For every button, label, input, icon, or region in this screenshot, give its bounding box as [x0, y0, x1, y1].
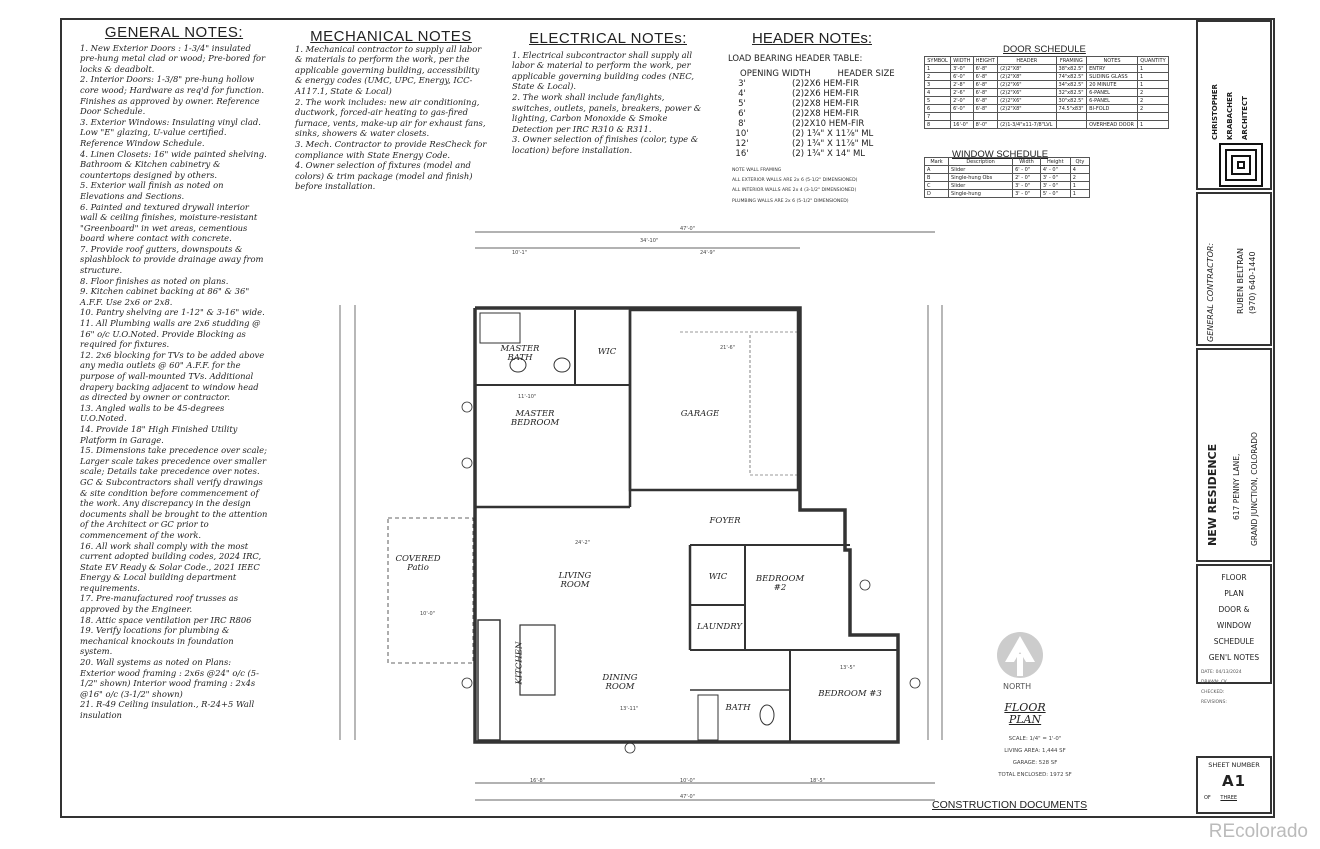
general-note: 7. Provide roof gutters, downspouts & splashblock to provide drainage away from structure. — [80, 243, 264, 276]
door-row — [925, 89, 1169, 97]
project-city: GRAND JUNCTION, COLORADO — [1250, 432, 1259, 546]
schedule-cell: Slider — [949, 166, 1013, 174]
schedule-cell: 6'-0" — [951, 105, 974, 113]
schedule-cell: 6-PANEL — [1087, 89, 1138, 97]
wall-note: NOTE WALL FRAMING — [732, 168, 782, 173]
schedule-header-cell: WIDTH — [951, 57, 974, 65]
schedule-cell: 6'-8" — [973, 105, 998, 113]
header-row — [712, 129, 912, 139]
wall-framing-notes — [732, 168, 912, 204]
schedule-cell: SLIDING GLASS — [1087, 73, 1138, 81]
window-row — [925, 182, 1090, 190]
schedule-cell: 6'-8" — [973, 81, 998, 89]
architect-name — [1204, 84, 1256, 140]
header-row — [712, 89, 912, 99]
project-name: NEW RESIDENCE — [1206, 443, 1219, 546]
mechanical-note: 1. Mechanical contractor to supply all labor & materials to perform the work, per the applicable governing building, accessibility & energy codes (UMC, UPC, Energy, ICC-A117.1, State & Local) — [295, 43, 482, 96]
wall-note: ALL INTERIOR WALLS ARE 2x 4 (3-1/2" DIMENSIONED) — [732, 188, 857, 194]
schedule-cell: 7 — [925, 113, 951, 121]
schedule-cell: 6'-8" — [973, 89, 998, 97]
door-row — [925, 105, 1169, 113]
architect-line: ARCHITECT — [1241, 96, 1249, 140]
dim-overall-top: 47'-0" — [680, 226, 696, 232]
header-size: (2) 1¾" X 11⅞" ML — [792, 139, 874, 149]
general-note: 11. All Plumbing walls are 2x6 studding @ 16" o/c U.O.Noted. Provide Blocking as required for fixtures. — [80, 318, 261, 350]
schedule-header-cell: Width — [1013, 158, 1041, 166]
general-note: 12. 2x6 blocking for TVs to be added above any media outlets @ 60" A.F.F. for the purpose of wall-mounted TVs. Additional drapery backing adjacent to window head as directed by owner or contractor. — [80, 349, 265, 403]
sheet-meta-line: DRAWN: CK — [1201, 680, 1228, 686]
sheet-meta-line: CHECKED: — [1201, 690, 1225, 696]
sheet-desc-box — [1196, 564, 1272, 706]
general-note: 3. Exterior Windows: Insulating vinyl clad. Low "E" glazing, U-value certified. Reference Window Schedule. — [80, 116, 261, 148]
header-row — [712, 79, 912, 89]
header-opening: 8' — [738, 119, 746, 129]
window-row — [925, 166, 1090, 174]
general-note: 2. Interior Doors: 1-3/8" pre-hung hollow core wood; Hardware as req'd for function. Finishes as approved by owner. Reference Door Schedule. — [80, 74, 265, 117]
schedule-cell: 3'-0" — [951, 65, 974, 73]
dim-bottom-c: 18'-5" — [810, 778, 826, 784]
room-bath: BATH — [725, 703, 751, 713]
general-note: 21. R-49 Ceiling insulation., R-24+5 Wall insulation — [80, 699, 255, 720]
schedule-cell: (2)2"X6" — [998, 89, 1056, 97]
sheet-number: A1 — [1221, 772, 1247, 790]
plan-stat: LIVING AREA: 1,444 SF — [1004, 748, 1066, 755]
mechanical-note: 4. Owner selection of fixtures (model and colors) & trim package (model and finish) before installation. — [295, 160, 473, 192]
header-notes-title: HEADER NOTEs: — [751, 30, 872, 47]
general-note: 20. Wall systems as noted on Plans: Exterior wood framing : 2x6s @24" o/c (5-1/2" shown) Interior wood framing : 2x4s @16" o/c (3-1/2" shown) — [80, 657, 259, 699]
sheet-of: OF — [1204, 795, 1211, 801]
room-dining-room: DINING ROOM — [602, 673, 638, 692]
dim-top-left: 34'-10" — [640, 238, 659, 244]
header-opening: 10' — [735, 129, 749, 139]
floor-plan — [330, 220, 950, 810]
schedule-cell: 6 — [925, 105, 951, 113]
header-opening: 16' — [735, 149, 749, 159]
schedule-header-cell: FRAMING — [1056, 57, 1087, 65]
header-opening: 4' — [738, 89, 746, 99]
schedule-cell: A — [925, 166, 949, 174]
schedule-cell: 4' - 0" — [1040, 166, 1070, 174]
door-row — [925, 81, 1169, 89]
general-notes-list — [80, 43, 268, 721]
schedule-cell: 2'-8" — [951, 81, 974, 89]
schedule-header-cell: NOTES — [1087, 57, 1138, 65]
dim-top-a: 10'-1" — [512, 250, 528, 256]
schedule-cell: 2 — [1070, 174, 1089, 182]
schedule-cell: 1 — [1137, 81, 1168, 89]
mechanical-note: 2. The work includes: new air conditioning, ductwork, forced-air heating to gas-fired furnace, vents, make-up air for exhaust fans, sinks, showers & water closets. — [295, 96, 486, 139]
schedule-cell: C — [925, 182, 949, 190]
schedule-header-row — [925, 158, 1090, 166]
wall-note: PLUMBING WALLS ARE 2x 6 (5-1/2" DIMENSIONED) — [732, 198, 849, 204]
schedule-cell: 5 — [925, 97, 951, 105]
schedule-cell — [1087, 113, 1138, 121]
sheet-desc-line: GEN'L NOTES — [1208, 652, 1260, 662]
general-note: 5. Exterior wall finish as noted on Elevations and Sections. — [80, 180, 224, 201]
sheet-meta-line: DATE: 04/13/2024 — [1201, 670, 1242, 676]
header-table-subtitle: LOAD BEARING HEADER TABLE: — [728, 54, 863, 64]
schedule-header-row — [925, 57, 1169, 65]
sheet-desc-line: PLAN — [1224, 588, 1244, 598]
schedule-cell: 1 — [1070, 182, 1089, 190]
project-address: 617 PENNY LANE, — [1232, 453, 1241, 520]
header-col-opening: OPENING WIDTH — [740, 69, 811, 79]
general-note: 8. Floor finishes as noted on plans. — [80, 275, 229, 286]
general-note: 4. Linen Closets: 16" wide painted shelving. Bathroom & Kitchen cabinetry & countertops designed by others. — [80, 148, 267, 180]
schedule-cell: 3' - 0" — [1013, 190, 1041, 198]
schedule-cell — [998, 113, 1056, 121]
schedule-header-cell: HEIGHT — [973, 57, 998, 65]
header-size: (2)2X8 HEM-FIR — [792, 109, 859, 119]
header-size: (2) 1¾" X 11⅞" ML — [792, 129, 874, 139]
schedule-cell: D — [925, 190, 949, 198]
schedule-cell: (2)1-3/4"x11-7/8"LVL — [998, 121, 1056, 129]
schedule-header-cell: Height — [1040, 158, 1070, 166]
header-opening: 12' — [735, 139, 749, 149]
schedule-header-cell: SYMBOL — [925, 57, 951, 65]
electrical-notes-list — [512, 50, 704, 156]
general-notes-title: GENERAL NOTES: — [104, 24, 244, 41]
electrical-note: 1. Electrical subcontractor shall supply all labor & material to perform the work, per applicable governing building codes (NEC, State & Local). — [512, 49, 695, 92]
schedule-header-cell: Mark — [925, 158, 949, 166]
schedule-header-cell: Description — [949, 158, 1013, 166]
sheet-desc-line: WINDOW — [1216, 620, 1252, 630]
north-arrow-icon — [995, 630, 1045, 680]
schedule-cell: 6'-8" — [973, 73, 998, 81]
sheet-count — [1204, 795, 1270, 801]
watermark-logo: REcolorado — [1208, 821, 1308, 842]
floor-plan-title: FLOOR PLAN — [1004, 701, 1046, 726]
schedule-cell: Slider — [949, 182, 1013, 190]
dim-top-b: 24'-9" — [700, 250, 716, 256]
schedule-cell: (2)2"X8" — [998, 73, 1056, 81]
mechanical-notes — [295, 28, 487, 192]
header-table — [712, 69, 912, 159]
header-opening: 5' — [738, 99, 746, 109]
schedule-cell — [1056, 113, 1087, 121]
room-living-room: LIVING ROOM — [558, 571, 592, 590]
mechanical-notes-title: MECHANICAL NOTES — [310, 28, 472, 45]
window-row — [925, 174, 1090, 182]
general-note: 16. All work shall comply with the most current adopted building codes, 2024 IRC, State EV Ready & Solar Code., 2021 IEEC Energy & Local building department requirements. — [80, 540, 262, 593]
electrical-note: 2. The work shall include fan/lights, switches, outlets, panels, breakers, power & lighting, Carbon Monoxide & Smoke Detection per IRC R310 & R311. — [512, 91, 702, 134]
room-laundry: LAUNDRY — [697, 622, 742, 632]
schedule-cell: 6'-8" — [973, 97, 998, 105]
window-row — [925, 190, 1090, 198]
sheet-desc-line: SCHEDULE — [1213, 636, 1255, 646]
schedule-cell: 1 — [1137, 121, 1168, 129]
sheet-meta-line: REVISIONS: — [1201, 700, 1227, 706]
schedule-cell: 3' - 0" — [1040, 182, 1070, 190]
window-schedule-table — [924, 157, 1090, 198]
general-note: 19. Verify locations for plumbing & mechanical knockouts in foundation system. — [80, 625, 234, 657]
general-note: 1. New Exterior Doors : 1-3/4" insulated pre-hung metal clad or wood; Pre-bored for locks & deadbolt. — [80, 42, 266, 74]
schedule-cell — [951, 113, 974, 121]
title-block — [1196, 20, 1272, 816]
contractor-box — [1196, 192, 1272, 346]
plan-stat: SCALE: 1/4" = 1'-0" — [1008, 736, 1062, 743]
schedule-cell: 6-PANEL — [1087, 97, 1138, 105]
schedule-cell: 2'-6" — [951, 89, 974, 97]
schedule-cell: 74.5"x83" — [1056, 105, 1087, 113]
header-col-size: HEADER SIZE — [837, 69, 895, 79]
room-master-bedroom: MASTER BEDROOM — [510, 409, 560, 428]
schedule-cell: Single-hung Obs — [949, 174, 1013, 182]
project-box — [1196, 348, 1272, 562]
architect-logo-icon — [1218, 142, 1264, 188]
sheet-number-label: SHEET NUMBER — [1208, 761, 1260, 769]
schedule-cell: 6' - 0" — [1013, 166, 1041, 174]
schedule-cell: 38"x82.5" — [1056, 65, 1087, 73]
schedule-cell: 2'-0" — [951, 97, 974, 105]
room-foyer: FOYER — [709, 516, 741, 526]
schedule-cell: 2 — [1137, 89, 1168, 97]
dim-bed3-width: 13'-5" — [840, 665, 856, 671]
architect-line: KRABACHER — [1226, 91, 1234, 140]
schedule-cell: 1 — [1137, 65, 1168, 73]
schedule-cell: 16'-0" — [951, 121, 974, 129]
schedule-cell — [1056, 121, 1087, 129]
header-row — [712, 99, 912, 109]
header-size: (2)2X10 HEM-FIR — [792, 119, 865, 129]
header-opening: 3' — [738, 79, 746, 89]
room-bedroom-2: BEDROOM #2 — [755, 574, 805, 593]
header-opening: 6' — [738, 109, 746, 119]
general-note: 13. Angled walls to be 45-degrees U.O.Noted. — [80, 402, 225, 424]
sheet-description — [1198, 574, 1270, 663]
schedule-cell: 6'-0" — [951, 73, 974, 81]
schedule-cell: 8 — [925, 121, 951, 129]
contractor-phone: (970) 640-1440 — [1248, 251, 1257, 314]
general-notes — [80, 24, 268, 721]
schedule-cell: 1 — [1070, 190, 1089, 198]
door-row — [925, 73, 1169, 81]
schedule-cell: 8'-0" — [973, 121, 998, 129]
general-note: 18. Attic space ventilation per IRC R806 — [80, 614, 252, 625]
door-schedule-table — [924, 56, 1169, 129]
dim-master-width: 11'-10" — [518, 394, 537, 400]
contractor-name: RUBEN BELTRAN — [1236, 248, 1245, 314]
schedule-cell: 2' - 0" — [1013, 174, 1041, 182]
sheet-total: THREE — [1220, 795, 1238, 801]
schedule-cell: 2 — [925, 73, 951, 81]
schedule-cell: 32"x82.5" — [1056, 89, 1087, 97]
general-note: 6. Painted and textured drywall interior wall & ceiling finishes, moisture-resistant "Greenboard" in wet areas, cementious board where contact with concrete. — [80, 201, 258, 244]
header-notes — [712, 30, 912, 209]
schedule-cell: OVERHEAD DOOR — [1087, 121, 1138, 129]
header-row — [712, 109, 912, 119]
plan-stat: TOTAL ENCLOSED: 1972 SF — [998, 772, 1072, 779]
room-kitchen: KITCHEN — [514, 641, 525, 685]
dim-dining-width: 13'-11" — [620, 706, 639, 712]
schedule-cell: 4 — [1070, 166, 1089, 174]
general-note: 14. Provide 18" High Finished Utility Platform in Garage. — [80, 423, 238, 445]
schedule-cell: 3' - 0" — [1040, 174, 1070, 182]
room-bedroom-3: BEDROOM #3 — [818, 689, 882, 699]
sheet-meta — [1201, 670, 1267, 706]
room-wic-1: WIC — [597, 347, 617, 357]
schedule-cell: 4 — [925, 89, 951, 97]
construction-documents-label: CONSTRUCTION DOCUMENTS — [932, 799, 1088, 811]
header-row — [712, 149, 912, 159]
dim-garage-width: 21'-6" — [720, 345, 736, 351]
electrical-note: 3. Owner selection of finishes (color, type & location) before installation. — [512, 134, 699, 155]
plan-stat: GARAGE: 528 SF — [1012, 760, 1058, 767]
electrical-notes — [512, 30, 704, 156]
north-label: NORTH — [1003, 682, 1032, 691]
dim-living-width: 24'-2" — [575, 540, 591, 546]
schedule-cell: 34"x82.5" — [1056, 81, 1087, 89]
dim-bottom-b: 10'-0" — [680, 778, 696, 784]
room-wic-2: WIC — [708, 572, 728, 582]
schedule-cell: 2 — [1137, 105, 1168, 113]
schedule-cell: 1 — [925, 65, 951, 73]
schedule-cell: (2)2"X6" — [998, 97, 1056, 105]
schedule-cell: (2)2"X6" — [998, 81, 1056, 89]
schedule-header-cell: Qty — [1070, 158, 1089, 166]
sheet-desc-line: FLOOR — [1221, 572, 1247, 582]
header-size: (2)2X6 HEM-FIR — [792, 89, 859, 99]
architect-box — [1196, 20, 1272, 190]
schedule-cell: Single-hung — [949, 190, 1013, 198]
sheet-desc-line: DOOR & — [1218, 604, 1250, 614]
header-size: (2) 1¾" X 14" ML — [792, 149, 866, 159]
mechanical-notes-list — [295, 44, 487, 192]
room-garage: GARAGE — [680, 409, 720, 419]
header-size: (2)2X6 HEM-FIR — [792, 79, 859, 89]
schedule-cell: BI-FOLD — [1087, 105, 1138, 113]
schedule-cell: 1 — [1137, 73, 1168, 81]
general-note: 10. Pantry shelving are 1-12" & 3-16" wide. — [80, 307, 265, 318]
schedule-cell — [973, 113, 998, 121]
wall-note: ALL EXTERIOR WALLS ARE 2x 6 (5-1/2" DIMENSIONED) — [732, 178, 858, 184]
header-size: (2)2X8 HEM-FIR — [792, 99, 859, 109]
architect-line: CHRISTOPHER — [1211, 84, 1219, 140]
sheet-number-box — [1196, 756, 1272, 814]
general-note: 15. Dimensions take precedence over scale; Larger scale takes precedence over smaller scale; Details take precedence over notes. GC & Subcontractors shall verify drawings & site condition before commencement of the work. Any discrepancy in the design documents shall be brought to the attention of the Architect or GC prior to commencement of the work. — [80, 445, 268, 540]
contractor-label: GENERAL CONTRACTOR: — [1206, 242, 1215, 342]
mechanical-note: 3. Mech. Contractor to provide ResCheck for compliance with State Energy Code. — [295, 138, 487, 160]
schedule-cell: 5' - 0" — [1040, 190, 1070, 198]
header-row — [712, 119, 912, 129]
schedule-cell: 3 — [925, 81, 951, 89]
room-master-bath: MASTER BATH — [500, 344, 540, 363]
schedule-cell: ENTRY — [1087, 65, 1138, 73]
header-table-rows — [712, 79, 912, 159]
dim-patio-width: 10'-0" — [420, 611, 436, 617]
schedule-cell: B — [925, 174, 949, 182]
header-row — [712, 139, 912, 149]
door-row — [925, 121, 1169, 129]
schedule-cell: 74"x82.5" — [1056, 73, 1087, 81]
schedule-cell: (2)2"X8" — [998, 105, 1056, 113]
window-schedule-title: WINDOW SCHEDULE — [952, 149, 1049, 160]
schedule-cell: 2 — [1137, 97, 1168, 105]
door-row — [925, 97, 1169, 105]
schedule-cell: (2)2"X8" — [998, 65, 1056, 73]
door-schedule-title: DOOR SCHEDULE — [1003, 44, 1086, 55]
schedule-cell: 3' - 0" — [1013, 182, 1041, 190]
general-note: 9. Kitchen cabinet backing at 86" & 36" A.F.F. Use 2x6 or 2x8. — [80, 286, 250, 307]
general-note: 17. Pre-manufactured roof trusses as approved by the Engineer. — [80, 593, 239, 615]
dim-overall-bottom: 47'-0" — [680, 794, 696, 800]
door-row — [925, 65, 1169, 73]
schedule-header-cell: QUANTITY — [1137, 57, 1168, 65]
electrical-notes-title: ELECTRICAL NOTEs: — [529, 30, 687, 47]
schedule-cell: 30"x82.5" — [1056, 97, 1087, 105]
schedule-header-cell: HEADER — [998, 57, 1056, 65]
dim-bottom-a: 16'-8" — [530, 778, 546, 784]
room-covered-patio: COVERED Patio — [395, 554, 441, 573]
schedule-cell: 20 MINUTE — [1087, 81, 1138, 89]
schedule-cell — [1137, 113, 1168, 121]
plan-stats — [985, 731, 1085, 784]
schedule-cell: 6'-8" — [973, 65, 998, 73]
door-row — [925, 113, 1169, 121]
